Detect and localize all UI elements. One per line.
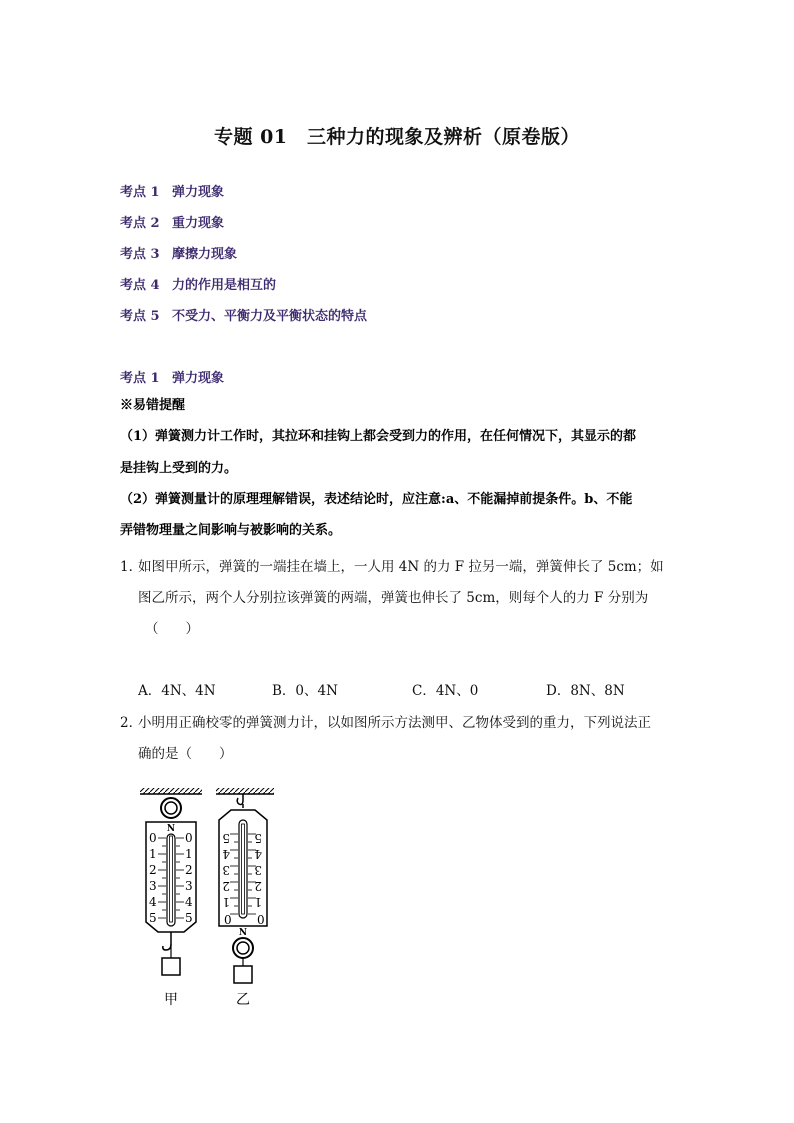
ceiling-hatch [140, 788, 202, 794]
toc-key: 考点 2 [120, 216, 160, 231]
toc-key: 考点 4 [120, 278, 160, 293]
toc-label: 弹力现象 [172, 185, 225, 200]
num-right-1: 1 [254, 895, 262, 909]
ring-inner [165, 802, 177, 814]
toc-key: 考点 3 [120, 247, 160, 262]
num-right-2: 2 [254, 879, 262, 893]
num-left-5: 5 [222, 831, 230, 845]
toc-label: 力的作用是相互的 [172, 278, 277, 293]
ring-inner [237, 942, 249, 954]
tip1-line1: （1）弹簧测力计工作时，其拉环和挂钩上都会受到力的作用，在任何情况下，其显示的都 [120, 429, 637, 444]
hook-icon [163, 932, 171, 950]
num-left-0: 0 [149, 831, 157, 845]
toc-item-1 [120, 181, 224, 200]
num-right-4: 4 [185, 895, 193, 909]
num-left-0: 0 [224, 913, 232, 927]
ring-outer [233, 938, 253, 958]
question-1-line2: 图乙所示，两个人分别拉该弹簧的两端，弹簧也伸长了 5cm，则每个人的力 F 分别为 [138, 590, 649, 606]
spring-scale-figure [130, 782, 290, 1014]
toc-key: 考点 5 [120, 309, 160, 324]
toc-item-4 [120, 274, 276, 293]
num-left-1: 1 [222, 895, 230, 909]
option-b: B．0、4N [272, 683, 338, 699]
question-2-line2: 确的是（ ） [138, 746, 233, 762]
section-label: 弹力现象 [172, 371, 225, 386]
n-mark: N [238, 928, 248, 938]
option-a: A．4N、4N [138, 683, 216, 699]
tip2-line2: 弄错物理量之间影响与被影响的关系。 [120, 523, 342, 538]
num-right-1: 1 [185, 847, 193, 861]
question-text: 如图甲所示，弹簧的一端挂在墙上，一人用 4N 的力 F 拉另一端，弹簧伸长了 5cm；如 [138, 559, 664, 575]
hook-icon [237, 794, 243, 805]
num-right-0: 0 [185, 831, 193, 845]
indicator [242, 824, 245, 914]
num-right-4: 4 [254, 847, 262, 861]
ring-outer [161, 798, 181, 818]
num-left-3: 3 [222, 863, 230, 877]
n-mark: N [166, 824, 176, 834]
num-right-0: 0 [257, 913, 265, 927]
num-left-2: 2 [222, 879, 230, 893]
reminder-title: ※易错提醒 [120, 398, 186, 413]
tip2-line1: （2）弹簧测量计的原理理解错误，表述结论时，应注意:a、不能漏掉前提条件。b、不能 [120, 492, 633, 507]
toc-label: 摩擦力现象 [172, 247, 238, 262]
weight-block [234, 966, 252, 983]
question-number: 1． [120, 559, 143, 575]
num-left-3: 3 [149, 879, 157, 893]
indicator [170, 836, 173, 922]
num-left-4: 4 [222, 847, 230, 861]
weight-block [162, 958, 180, 975]
question-1-blank: （ ） [145, 621, 199, 637]
num-right-5: 5 [254, 831, 262, 845]
option-c: C．4N、0 [412, 683, 479, 699]
label-jia: 甲 [164, 992, 178, 1008]
label-yi: 乙 [236, 992, 250, 1008]
section-key: 考点 1 [120, 371, 160, 386]
scale-jia [140, 788, 202, 1008]
toc-item-3 [120, 243, 237, 262]
question-1 [120, 555, 680, 575]
num-right-3: 3 [254, 863, 262, 877]
question-2 [120, 711, 680, 731]
ceiling-hatch [216, 788, 274, 794]
num-left-1: 1 [149, 847, 157, 861]
toc-item-5 [120, 305, 367, 324]
page-title: 专题 01 三种力的现象及辨析（原卷版） [213, 126, 581, 148]
toc-key: 考点 1 [120, 185, 160, 200]
num-left-4: 4 [149, 895, 157, 909]
num-right-2: 2 [185, 863, 193, 877]
tip1-line2: 是挂钩上受到的力。 [120, 461, 238, 476]
section-heading [120, 367, 224, 386]
num-left-2: 2 [149, 863, 157, 877]
toc-label: 重力现象 [172, 216, 225, 231]
toc-label: 不受力、平衡力及平衡状态的特点 [172, 309, 368, 324]
question-number: 2． [120, 715, 143, 731]
question-text: 小明用正确校零的弹簧测力计，以如图所示方法测甲、乙物体受到的重力，下列说法正 [138, 715, 651, 731]
num-left-5: 5 [149, 911, 157, 925]
option-d: D．8N、8N [546, 683, 625, 699]
scale-yi [216, 788, 274, 1008]
num-right-5: 5 [185, 911, 193, 925]
toc-item-2 [120, 212, 224, 231]
num-right-3: 3 [185, 879, 193, 893]
